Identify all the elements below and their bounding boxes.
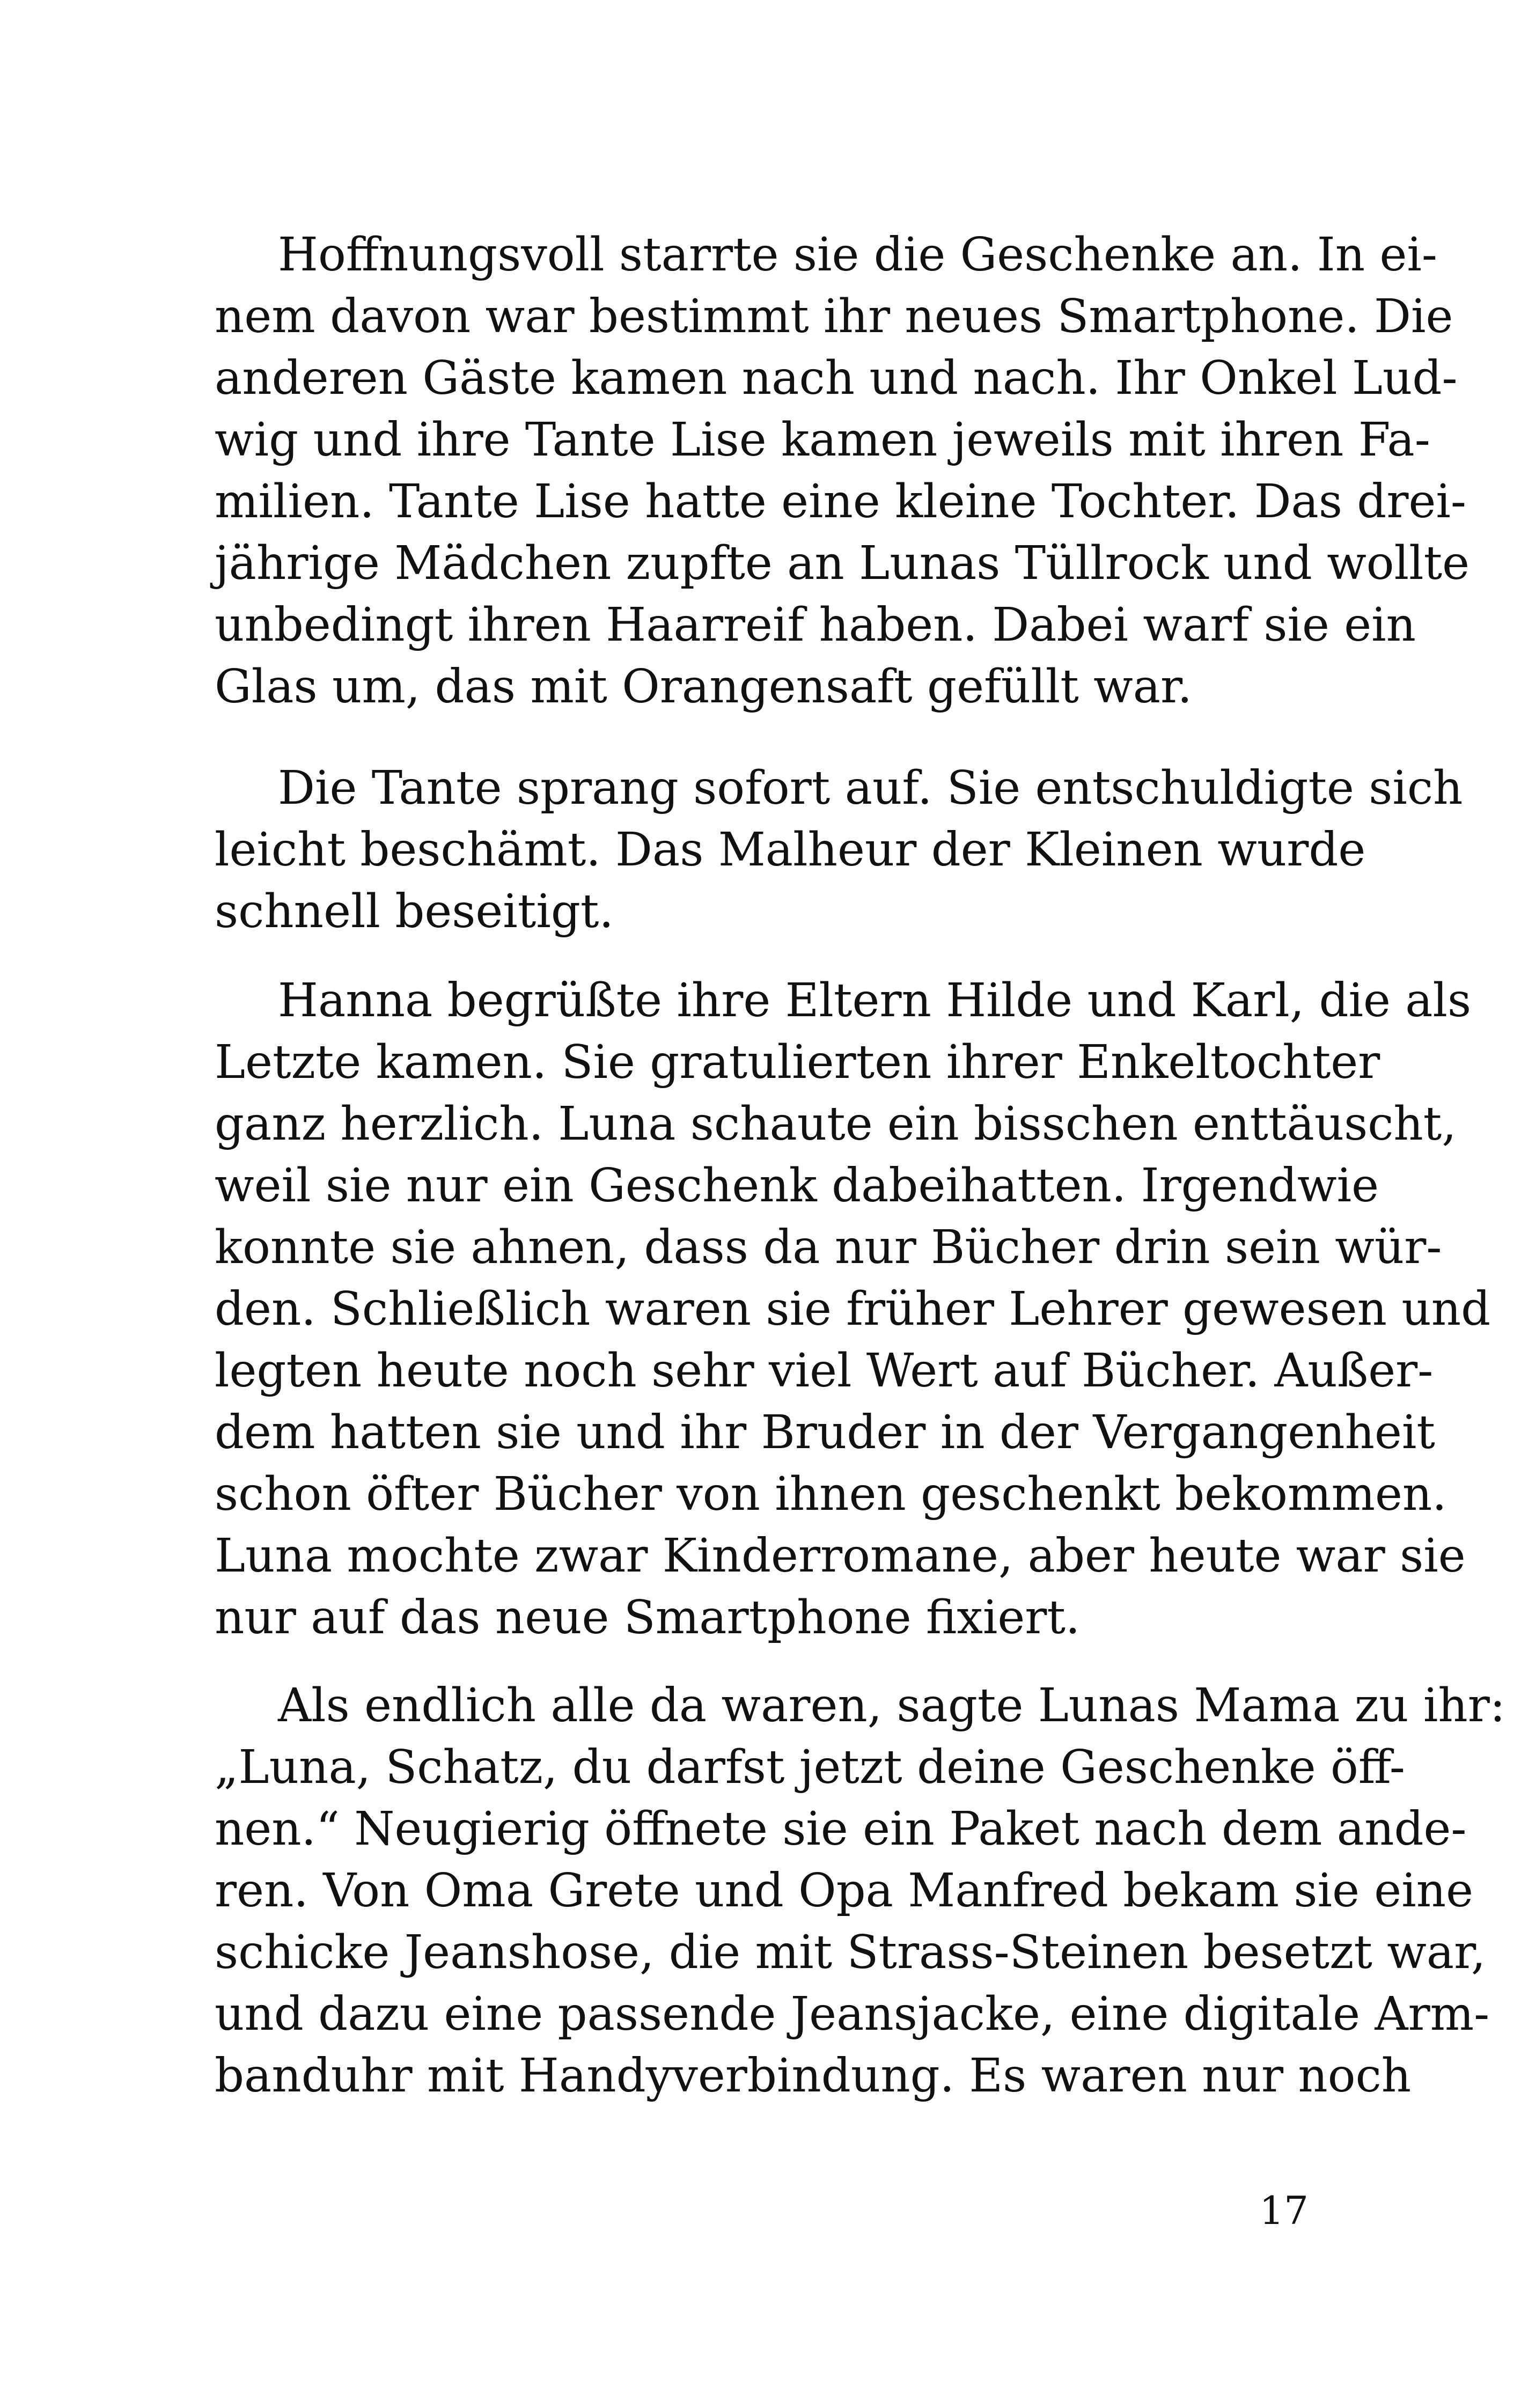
text-line: Die Tante sprang sofort auf. Sie entschuldigte sich [278,761,1463,815]
text-line: nur auf das neue Smartphone fixiert. [215,1591,1081,1645]
text-line: leicht beschämt. Das Malheur der Kleinen wurde [215,823,1366,877]
text-line: Glas um, das mit Orangensaft gefüllt war. [215,660,1192,714]
paragraph-4 [215,1675,1505,2107]
text-line: weil sie nur ein Geschenk dabeihatten. Irgendwie [215,1159,1379,1213]
text-line: Als endlich alle da waren, sagte Lunas Mama zu ihr: [278,1679,1505,1732]
text-line: legten heute noch sehr viel Wert auf Bücher. Außer- [215,1344,1434,1398]
text-line: milien. Tante Lise hatte eine kleine Tochter. Das drei- [215,475,1466,528]
text-line: Letzte kamen. Sie gratulierten ihrer Enkeltochter [215,1036,1380,1089]
text-line: Hanna begrüßte ihre Eltern Hilde und Karl, die als [278,974,1472,1027]
text-line: und dazu eine passende Jeansjacke, eine digitale Arm- [215,1987,1490,2041]
text-line: schnell beseitigt. [215,885,614,938]
paragraph-2 [215,758,1463,943]
text-line: wig und ihre Tante Lise kamen jeweils mit ihren Fa- [215,413,1430,467]
text-line: schicke Jeanshose, die mit Strass-Steinen besetzt war, [215,1926,1486,1979]
text-line: Luna mochte zwar Kinderromane, aber heute war sie [215,1529,1466,1583]
text-line: nen.“ Neugierig öffnete sie ein Paket nach dem ande- [215,1802,1467,1856]
text-line: nem davon war bestimmt ihr neues Smartphone. Die [215,290,1453,343]
text-line: unbedingt ihren Haarreif haben. Dabei warf sie ein [215,598,1416,652]
text-line: Hoffnungsvoll starrte sie die Geschenke an. In ei- [278,228,1437,282]
paragraph-1 [215,224,1470,718]
text-line: anderen Gäste kamen nach und nach. Ihr Onkel Lud- [215,351,1458,405]
text-line: konnte sie ahnen, dass da nur Bücher drin sein wür- [215,1221,1442,1274]
text-line: ganz herzlich. Luna schaute ein bisschen enttäuscht, [215,1097,1457,1151]
text-line: den. Schließlich waren sie früher Lehrer gewesen und [215,1282,1491,1336]
text-line: banduhr mit Handyverbindung. Es waren nur noch [215,2049,1412,2103]
text-line: schon öfter Bücher von ihnen geschenkt bekommen. [215,1467,1447,1521]
paragraph-3 [215,970,1491,1649]
text-line: dem hatten sie und ihr Bruder in der Vergangenheit [215,1406,1435,1459]
text-line: jährige Mädchen zupfte an Lunas Tüllrock und wollte [215,537,1470,590]
text-line: ren. Von Oma Grete und Opa Manfred bekam sie eine [215,1864,1473,1918]
page-number: 17 [1259,2188,1309,2233]
text-line: „Luna, Schatz, du darfst jetzt deine Geschenke öff- [215,1741,1405,1794]
